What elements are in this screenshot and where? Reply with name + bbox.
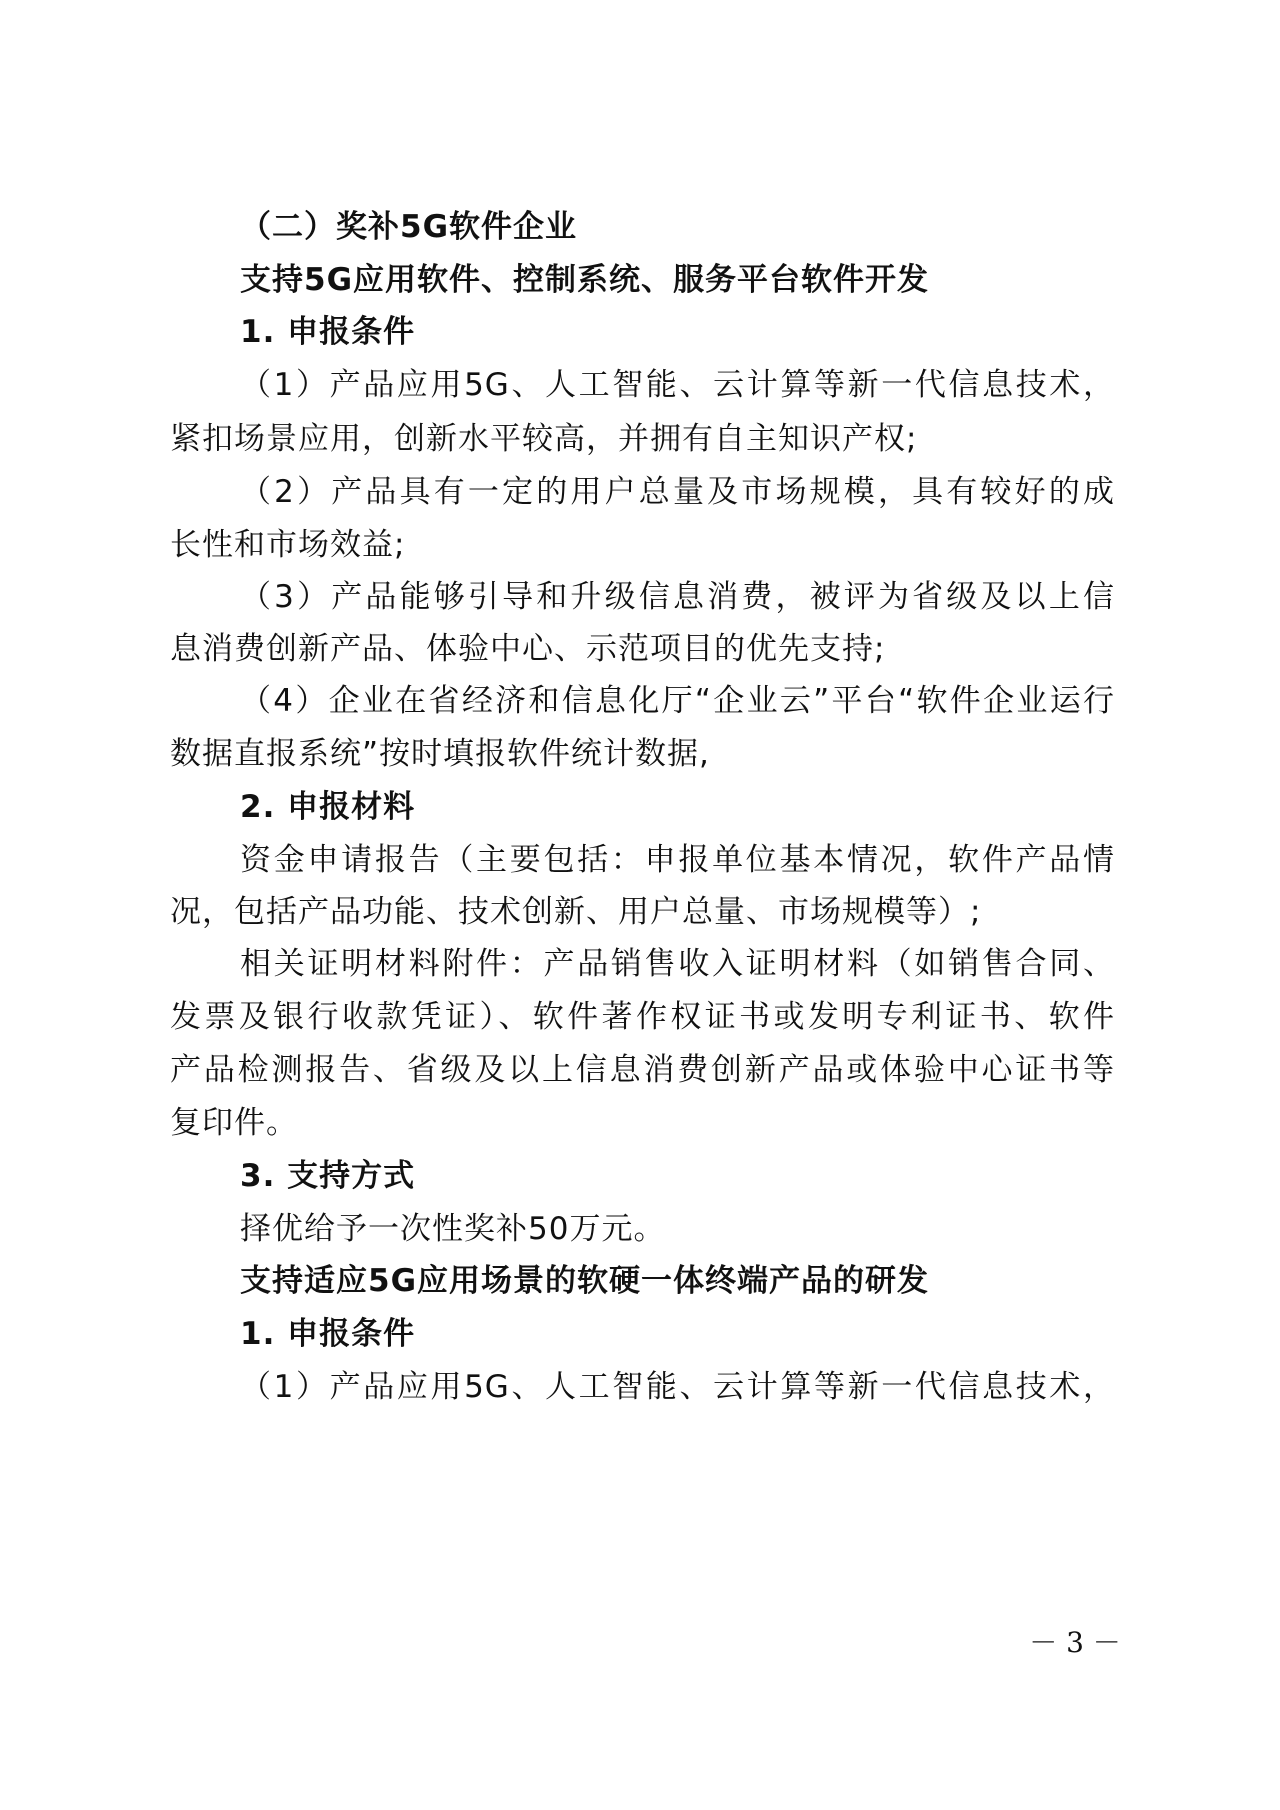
paragraph-line: （4）企业在省经济和信息化厅“企业云”平台“软件企业运行	[240, 683, 1115, 719]
paragraph-line: （1）产品应用5G、人工智能、云计算等新一代信息技术，	[240, 1369, 1115, 1405]
item-heading-materials: 2. 申报材料	[240, 789, 416, 825]
item-heading-conditions: 1. 申报条件	[240, 1316, 416, 1352]
paragraph-line: 发票及银行收款凭证）、软件著作权证书或发明专利证书、软件	[170, 999, 1115, 1035]
paragraph-line: 择优给予一次性奖补50万元。	[240, 1211, 666, 1247]
paragraph-line: 紧扣场景应用，创新水平较高，并拥有自主知识产权;	[170, 421, 918, 457]
paragraph-line: （3）产品能够引导和升级信息消费，被评为省级及以上信	[240, 579, 1115, 615]
paragraph-line: 产品检测报告、省级及以上信息消费创新产品或体验中心证书等	[170, 1052, 1115, 1088]
paragraph-line: 资金申请报告（主要包括：申报单位基本情况，软件产品情	[240, 842, 1115, 878]
section-heading-2: （二）奖补5G软件企业	[240, 209, 578, 245]
paragraph-line: 数据直报系统”按时填报软件统计数据,	[170, 736, 710, 772]
paragraph-line: 况，包括产品功能、技术创新、用户总量、市场规模等）;	[170, 894, 982, 930]
item-heading-support: 3. 支持方式	[240, 1158, 416, 1194]
subsection-heading-terminal: 支持适应5G应用场景的软硬一体终端产品的研发	[240, 1263, 930, 1299]
paragraph-line: 息消费创新产品、体验中心、示范项目的优先支持;	[170, 631, 886, 667]
paragraph-line: 复印件。	[170, 1105, 298, 1141]
paragraph-line: 长性和市场效益;	[170, 527, 406, 563]
paragraph-line: （2）产品具有一定的用户总量及市场规模，具有较好的成	[240, 474, 1115, 510]
item-heading-conditions: 1. 申报条件	[240, 314, 416, 350]
paragraph-line: （1）产品应用5G、人工智能、云计算等新一代信息技术，	[240, 367, 1115, 403]
subsection-heading-software: 支持5G应用软件、控制系统、服务平台软件开发	[240, 262, 930, 298]
paragraph-line: 相关证明材料附件：产品销售收入证明材料（如销售合同、	[240, 946, 1115, 982]
page-number: － 3 －	[1029, 1626, 1121, 1659]
